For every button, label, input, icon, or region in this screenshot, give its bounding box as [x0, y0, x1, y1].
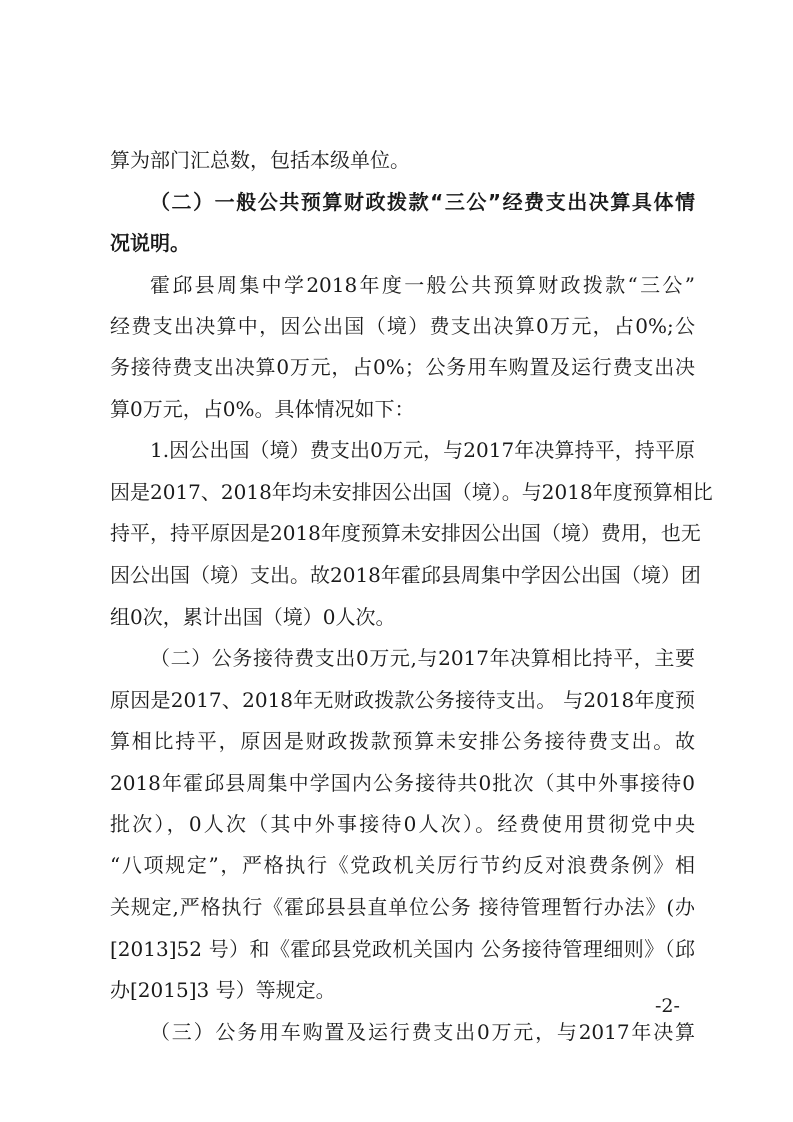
text-line: 批次），0人次（其中外事接待0人次）。经费使用贯彻党中央	[110, 812, 695, 836]
text-line: [2013]52 号）和《霍邱县党政机关国内 公务接待管理细则》（邱	[110, 937, 695, 961]
text-line: （三）公务用车购置及运行费支出0万元，与2017年决算	[150, 1020, 695, 1044]
text-line: 1.因公出国（境）费支出0万元，与2017年决算持平，持平原	[150, 438, 695, 462]
text-line: 算相比持平，原因是财政拨款预算未安排公务接待费支出。故	[110, 729, 695, 753]
text-line: 算0万元，占0%。具体情况如下：	[110, 397, 415, 421]
text-line: 霍邱县周集中学2018年度一般公共预算财政拨款“三公”	[150, 273, 695, 297]
section-heading-continued: 况说明。	[110, 231, 190, 255]
page-number: -2-	[655, 995, 680, 1017]
text-line: 经费支出决算中，因公出国（境）费支出决算0万元，占0%;公	[110, 314, 695, 338]
text-line: 2018年霍邱县周集中学国内公务接待共0批次（其中外事接待0	[110, 771, 695, 795]
text-line: 算为部门汇总数，包括本级单位。	[110, 148, 410, 172]
text-line: 组0次，累计出国（境）0人次。	[110, 605, 396, 629]
text-line: 因公出国（境）支出。故2018年霍邱县周集中学因公出国（境）团	[110, 563, 701, 587]
section-heading: （二）一般公共预算财政拨款“三公”经费支出决算具体情	[150, 190, 695, 214]
text-line: “八项规定”，严格执行《党政机关厉行节约反对浪费条例》相	[110, 853, 695, 877]
text-line: 办[2015]3 号）等规定。	[110, 978, 336, 1002]
text-line: 原因是2017、2018年无财政拨款公务接待支出。 与2018年度预	[110, 688, 695, 712]
text-line: 持平，持平原因是2018年度预算未安排因公出国（境）费用，也无	[110, 521, 701, 545]
text-line: （二）公务接待费支出0万元,与2017年决算相比持平，主要	[150, 646, 695, 670]
text-line: 务接待费支出决算0万元，占0%；公务用车购置及运行费支出决	[110, 355, 695, 379]
text-line: 关规定,严格执行《霍邱县县直单位公务 接待管理暂行办法》(办	[110, 895, 695, 919]
text-line: 因是2017、2018年均未安排因公出国（境）。与2018年度预算相比	[110, 480, 713, 504]
